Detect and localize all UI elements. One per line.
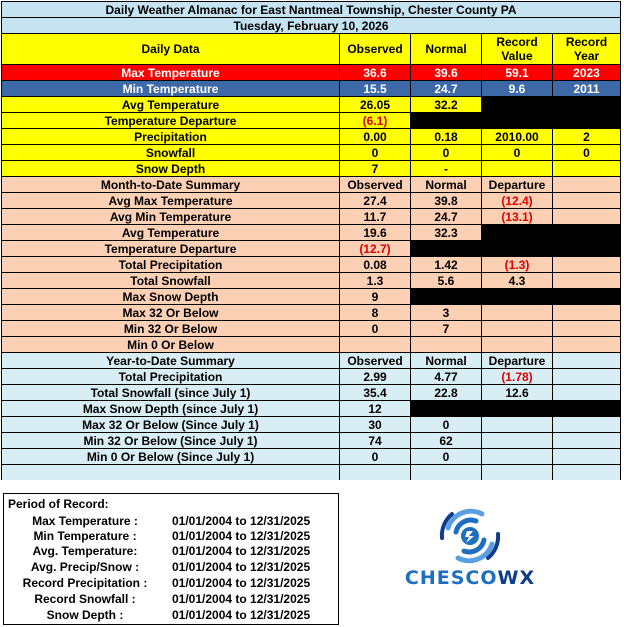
period-value: 01/01/2004 to 12/31/2025 [172, 576, 311, 590]
observed-cell [340, 337, 411, 353]
period-row [4, 529, 338, 544]
row-label: Precipitation [2, 129, 340, 145]
normal-cell: 1.42 [411, 257, 482, 273]
record-value-cell: 59.1 [482, 65, 553, 81]
observed-cell: 0.08 [340, 257, 411, 273]
period-label: Max Temperature : [32, 514, 138, 528]
normal-cell: 24.7 [411, 209, 482, 225]
mtd-row-avg-temp [2, 225, 621, 241]
almanac-table [1, 1, 621, 480]
departure-cell: 4.3 [482, 273, 553, 289]
normal-cell: 3 [411, 305, 482, 321]
record-year-cell: 2011 [553, 81, 621, 97]
blank-cell [411, 401, 482, 417]
mtd-header-departure: Departure [482, 177, 553, 193]
observed-cell: 11.7 [340, 209, 411, 225]
logo-text-wx: WX [497, 567, 536, 589]
ytd-row-total-snowfall [2, 385, 621, 401]
observed-cell: 19.6 [340, 225, 411, 241]
mtd-row-total-snowfall [2, 273, 621, 289]
daily-row-snow-depth [2, 161, 621, 177]
observed-cell: 1.3 [340, 273, 411, 289]
period-value: 01/01/2004 to 12/31/2025 [172, 529, 311, 543]
blank-cell [553, 337, 621, 353]
record-year-cell [553, 161, 621, 177]
mtd-row-max32 [2, 305, 621, 321]
row-label: Min 32 Or Below [2, 321, 340, 337]
blank-cell [482, 321, 553, 337]
row-label: Total Precipitation [2, 257, 340, 273]
blank-cell [553, 273, 621, 289]
spacer-cell [2, 465, 340, 481]
normal-cell: 39.8 [411, 193, 482, 209]
record-value-cell: 0 [482, 145, 553, 161]
ytd-header-observed: Observed [340, 353, 411, 369]
daily-row-temp-departure [2, 113, 621, 129]
blank-cell [553, 241, 621, 257]
daily-header-observed: Observed [340, 34, 411, 65]
blank-cell [482, 241, 553, 257]
observed-cell: (12.7) [340, 241, 411, 257]
record-year-cell: 0 [553, 145, 621, 161]
observed-cell: 8 [340, 305, 411, 321]
mtd-header-row [2, 177, 621, 193]
mtd-row-temp-departure [2, 241, 621, 257]
period-value: 01/01/2004 to 12/31/2025 [172, 560, 311, 574]
swirl-logo-icon [375, 505, 565, 567]
mtd-row-avg-max [2, 193, 621, 209]
period-row [4, 592, 338, 607]
record-value-cell [482, 161, 553, 177]
record-value-cell: 2010.00 [482, 129, 553, 145]
period-of-record-box [3, 493, 339, 625]
row-label: Max Temperature [2, 65, 340, 81]
row-label: Total Snowfall [2, 273, 340, 289]
ytd-header-normal: Normal [411, 353, 482, 369]
departure-cell: (13.1) [482, 209, 553, 225]
blank-cell [553, 449, 621, 465]
normal-cell: 0.18 [411, 129, 482, 145]
normal-cell: 4.77 [411, 369, 482, 385]
blank-cell [553, 225, 621, 241]
mtd-header-observed: Observed [340, 177, 411, 193]
blank-cell [553, 369, 621, 385]
normal-cell: 24.7 [411, 81, 482, 97]
observed-cell: 30 [340, 417, 411, 433]
blank-cell [482, 417, 553, 433]
daily-row-snowfall [2, 145, 621, 161]
blank-cell [553, 305, 621, 321]
ytd-row-total-precip [2, 369, 621, 385]
normal-cell [411, 337, 482, 353]
blank-cell [482, 113, 553, 129]
record-year-cell: 2 [553, 129, 621, 145]
period-row [4, 544, 338, 559]
row-label: Temperature Departure [2, 241, 340, 257]
logo-text-chesco: CHESCO [404, 567, 498, 589]
blank-cell [553, 257, 621, 273]
normal-cell: 0 [411, 449, 482, 465]
page-title: Daily Weather Almanac for East Nantmeal Township, Chester County PA [2, 2, 621, 18]
period-row [4, 608, 338, 623]
row-label: Min 32 Or Below (Since July 1) [2, 433, 340, 449]
daily-row-precipitation [2, 129, 621, 145]
observed-cell: 27.4 [340, 193, 411, 209]
row-label: Min 0 Or Below [2, 337, 340, 353]
row-label: Total Snowfall (since July 1) [2, 385, 340, 401]
period-label: Min Temperature : [33, 529, 137, 543]
daily-header-normal: Normal [411, 34, 482, 65]
ytd-row-max-snow-depth [2, 401, 621, 417]
ytd-header-row [2, 353, 621, 369]
blank-cell [553, 209, 621, 225]
blank-cell [553, 289, 621, 305]
mtd-row-min0 [2, 337, 621, 353]
observed-cell: 36.6 [340, 65, 411, 81]
blank-cell [411, 241, 482, 257]
normal-cell: 32.2 [411, 97, 482, 113]
spacer-cell [482, 465, 553, 481]
normal-cell: 22.8 [411, 385, 482, 401]
period-value: 01/01/2004 to 12/31/2025 [172, 592, 311, 606]
blank-cell [553, 177, 621, 193]
departure-cell: (1.3) [482, 257, 553, 273]
period-label: Record Snowfall : [34, 592, 136, 606]
row-label: Max Snow Depth (since July 1) [2, 401, 340, 417]
blank-cell [553, 193, 621, 209]
observed-cell: 26.05 [340, 97, 411, 113]
blank-cell [553, 321, 621, 337]
blank-cell [482, 401, 553, 417]
daily-row-avg-temp [2, 97, 621, 113]
mtd-header-label: Month-to-Date Summary [2, 177, 340, 193]
period-value: 01/01/2004 to 12/31/2025 [172, 608, 311, 622]
observed-cell: 12 [340, 401, 411, 417]
blank-cell [482, 433, 553, 449]
record-year-cell: 2023 [553, 65, 621, 81]
blank-cell [553, 417, 621, 433]
observed-cell: 7 [340, 161, 411, 177]
departure-cell: (12.4) [482, 193, 553, 209]
mtd-header-normal: Normal [411, 177, 482, 193]
ytd-row-min0 [2, 449, 621, 465]
blank-cell [553, 401, 621, 417]
blank-cell [553, 113, 621, 129]
period-value: 01/01/2004 to 12/31/2025 [172, 544, 311, 558]
blank-cell [411, 113, 482, 129]
blank-cell [553, 97, 621, 113]
blank-cell [411, 289, 482, 305]
ytd-row-max32 [2, 417, 621, 433]
normal-cell: 0 [411, 417, 482, 433]
observed-cell: 2.99 [340, 369, 411, 385]
observed-cell: 35.4 [340, 385, 411, 401]
date-heading: Tuesday, February 10, 2026 [2, 18, 621, 34]
observed-cell: 0 [340, 449, 411, 465]
normal-cell: 39.6 [411, 65, 482, 81]
period-row [4, 514, 338, 529]
mtd-row-min32 [2, 321, 621, 337]
blank-cell [553, 433, 621, 449]
spacer-cell [411, 465, 482, 481]
mtd-row-total-precip [2, 257, 621, 273]
row-label: Temperature Departure [2, 113, 340, 129]
observed-cell: 74 [340, 433, 411, 449]
blank-cell [482, 449, 553, 465]
row-label: Snowfall [2, 145, 340, 161]
normal-cell: 7 [411, 321, 482, 337]
daily-header-record-value: Record Value [482, 34, 553, 65]
row-label: Snow Depth [2, 161, 340, 177]
blank-cell [482, 305, 553, 321]
row-label: Max Snow Depth [2, 289, 340, 305]
period-row [4, 560, 338, 575]
daily-row-min-temp [2, 81, 621, 97]
ytd-spacer-row [2, 465, 621, 481]
daily-header-row [2, 34, 621, 65]
period-label: Snow Depth : [46, 608, 124, 622]
blank-cell [482, 97, 553, 113]
row-label: Min Temperature [2, 81, 340, 97]
blank-cell [482, 225, 553, 241]
ytd-header-departure: Departure [482, 353, 553, 369]
row-label: Avg Temperature [2, 97, 340, 113]
daily-row-max-temp [2, 65, 621, 81]
normal-cell: 62 [411, 433, 482, 449]
observed-cell: 0 [340, 321, 411, 337]
observed-cell: 0.00 [340, 129, 411, 145]
period-title: Period of Record: [8, 497, 109, 511]
ytd-header-label: Year-to-Date Summary [2, 353, 340, 369]
spacer-cell [553, 465, 621, 481]
daily-header-record-year: Record Year [553, 34, 621, 65]
mtd-row-max-snow-depth [2, 289, 621, 305]
observed-cell: (6.1) [340, 113, 411, 129]
period-label: Avg. Temperature: [32, 544, 138, 558]
row-label: Avg Min Temperature [2, 209, 340, 225]
observed-cell: 9 [340, 289, 411, 305]
row-label: Total Precipitation [2, 369, 340, 385]
mtd-row-avg-min [2, 209, 621, 225]
blank-cell [482, 337, 553, 353]
period-label: Avg. Precip/Snow : [30, 560, 140, 574]
row-label: Max 32 Or Below (Since July 1) [2, 417, 340, 433]
normal-cell: - [411, 161, 482, 177]
normal-cell: 0 [411, 145, 482, 161]
record-value-cell: 9.6 [482, 81, 553, 97]
row-label: Max 32 Or Below [2, 305, 340, 321]
period-value: 01/01/2004 to 12/31/2025 [172, 514, 311, 528]
daily-header-label: Daily Data [2, 34, 340, 65]
almanac-table-frame [1, 1, 620, 485]
normal-cell: 5.6 [411, 273, 482, 289]
observed-cell: 15.5 [340, 81, 411, 97]
observed-cell: 0 [340, 145, 411, 161]
blank-cell [482, 289, 553, 305]
period-label: Record Precipitation : [22, 576, 148, 590]
chescowx-logo [375, 505, 565, 601]
departure-cell: (1.78) [482, 369, 553, 385]
blank-cell [553, 385, 621, 401]
normal-cell: 32.3 [411, 225, 482, 241]
row-label: Min 0 Or Below (Since July 1) [2, 449, 340, 465]
period-row [4, 576, 338, 591]
ytd-row-min32 [2, 433, 621, 449]
departure-cell: 12.6 [482, 385, 553, 401]
blank-cell [553, 353, 621, 369]
logo-wordmark [375, 567, 565, 589]
spacer-cell [340, 465, 411, 481]
row-label: Avg Max Temperature [2, 193, 340, 209]
row-label: Avg Temperature [2, 225, 340, 241]
